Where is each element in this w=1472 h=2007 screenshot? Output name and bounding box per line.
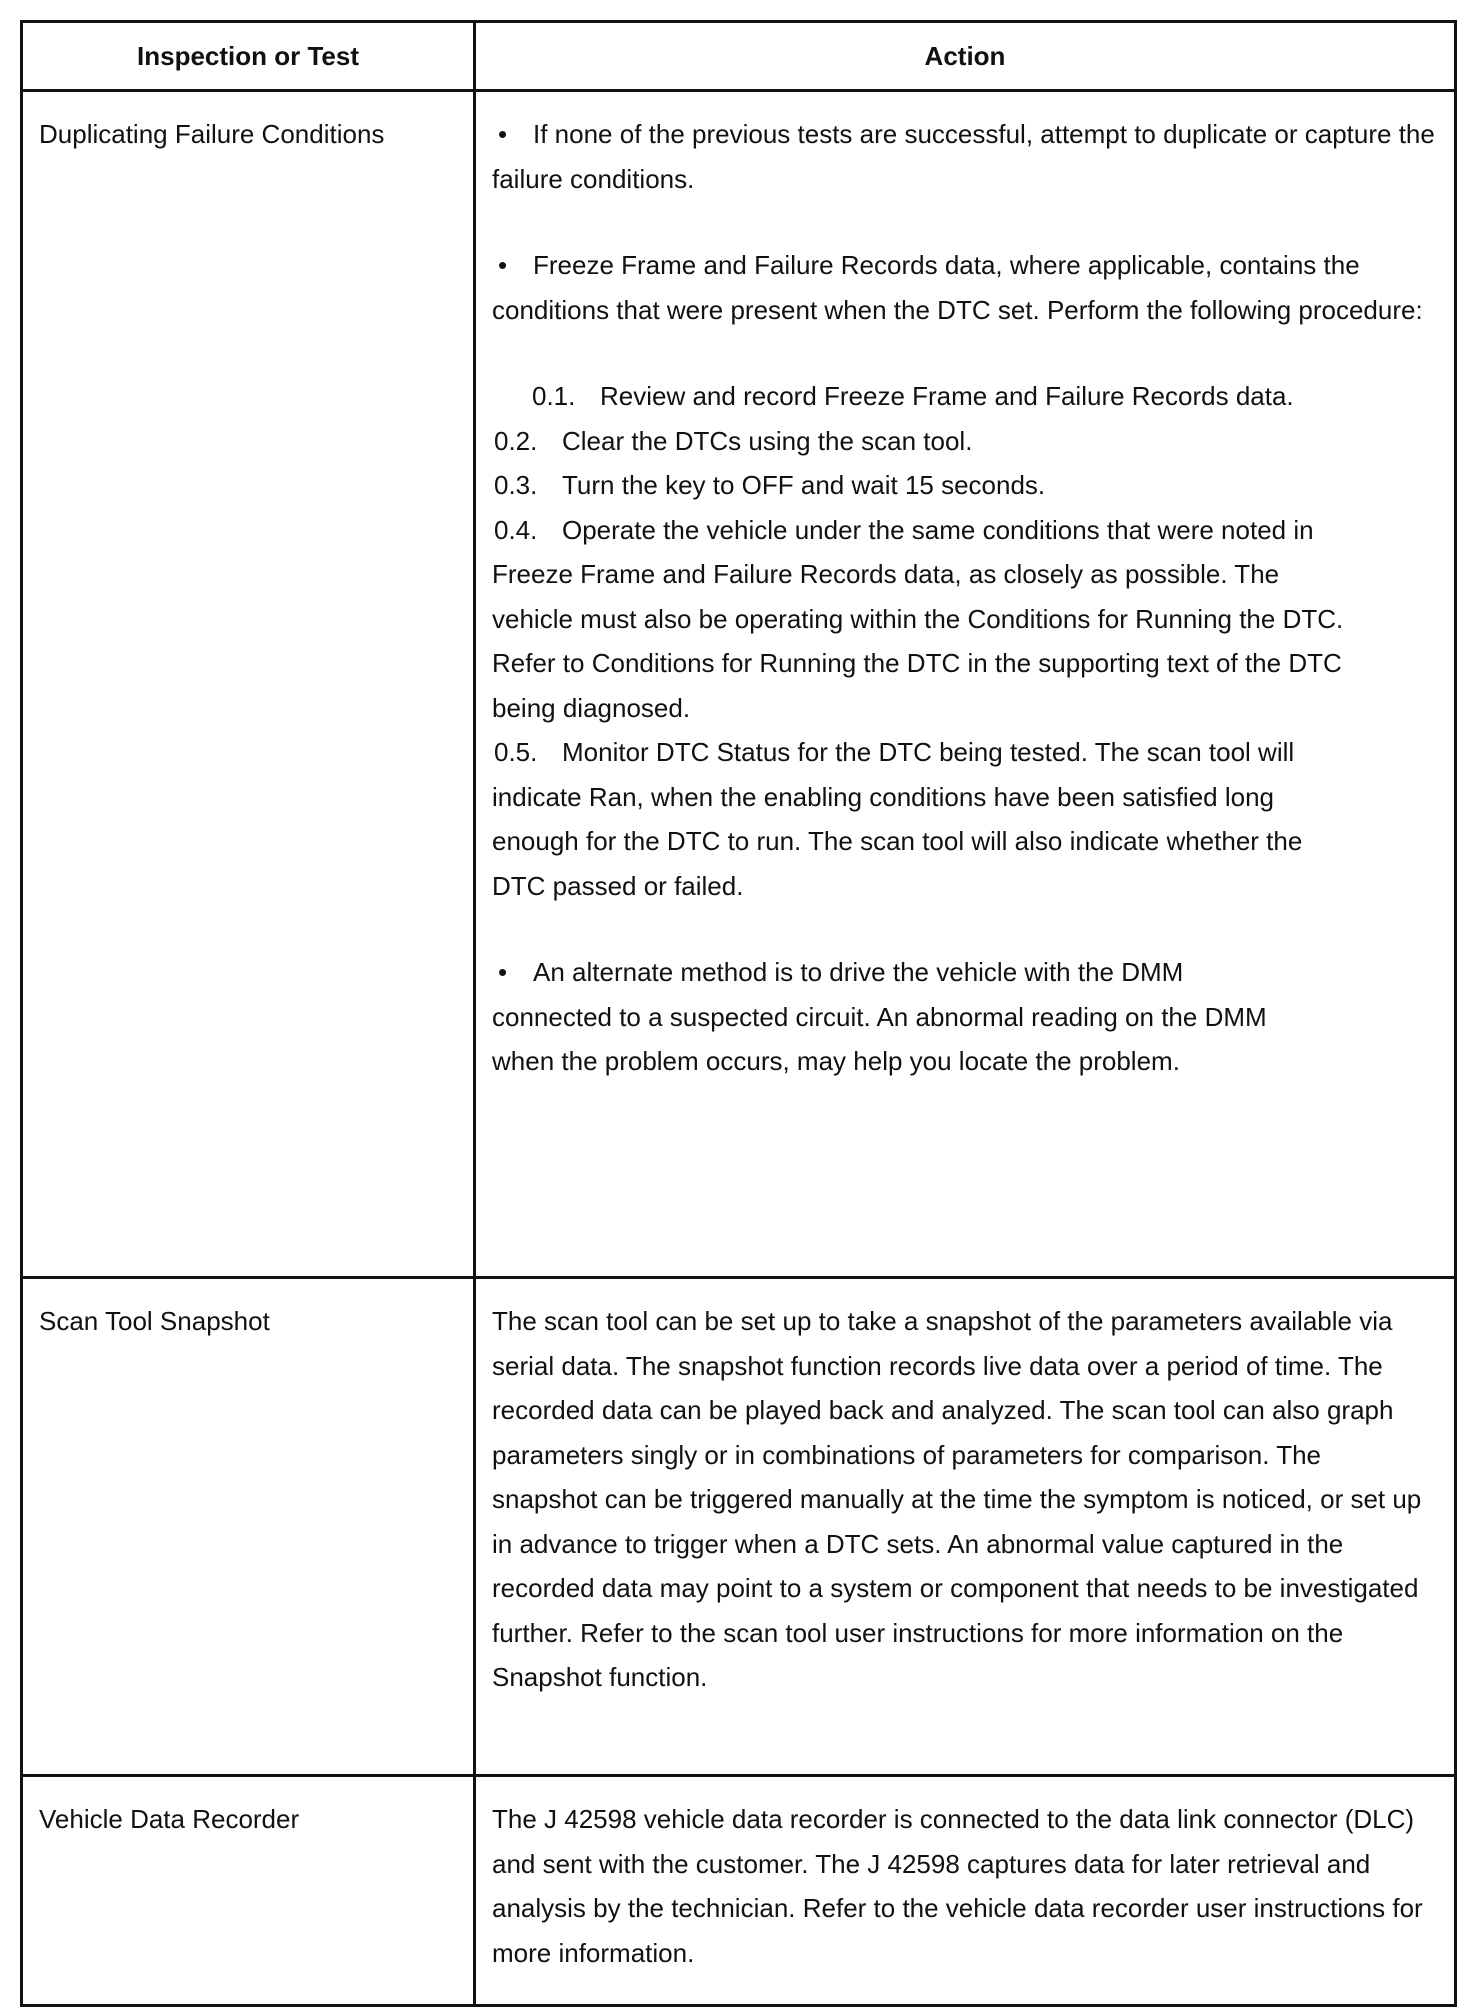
table-header-row (22, 22, 1456, 91)
procedure-step (492, 463, 1438, 508)
step-text: Monitor DTC Status for the DTC being tested. The scan tool will indicate Ran, when the enabling conditions have been satisfied long enough for the DTC to run. The scan tool will also indicate whether the DTC passed or failed. (492, 737, 1303, 901)
procedure-steps (492, 374, 1438, 908)
procedure-step (492, 419, 1438, 464)
table-row-duplicating-failure-conditions (22, 91, 1456, 1278)
step-text: Turn the key to OFF and wait 15 seconds. (562, 470, 1046, 500)
table-row-scan-tool-snapshot (22, 1278, 1456, 1776)
test-name-cell: Scan Tool Snapshot (22, 1278, 475, 1776)
action-cell: The J 42598 vehicle data recorder is connected to the data link connector (DLC) and sent with the customer. The J 42598 captures data for later retrieval and analysis by the technician. Refer to the vehicle data recorder user instructions for more information. (475, 1776, 1456, 2006)
step-number: 0.4. (494, 514, 538, 545)
inspection-table (20, 20, 1457, 2007)
action-cell (475, 91, 1456, 1278)
header-action: Action (475, 22, 1456, 91)
bullet-text: Freeze Frame and Failure Records data, where applicable, contains the conditions that were present when the DTC set. Perform the following procedure: (492, 250, 1423, 325)
procedure-step (492, 374, 1438, 419)
bullet-icon: • (498, 957, 508, 987)
table-row-vehicle-data-recorder (22, 1776, 1456, 2006)
bullet-icon: • (498, 250, 508, 280)
bullet-icon: • (498, 119, 508, 149)
bullet-text: An alternate method is to drive the vehicle with the DMM connected to a suspected circuit. An abnormal reading on the DMM when the problem occurs, may help you locate the problem. (492, 957, 1267, 1076)
action-bullet-paragraph (492, 950, 1438, 1084)
step-text: Review and record Freeze Frame and Failure Records data. (600, 381, 1294, 411)
step-number: 0.1. (532, 381, 576, 411)
step-number: 0.5. (494, 737, 538, 767)
action-bullet-paragraph (492, 112, 1438, 201)
bullet-text: If none of the previous tests are successful, attempt to duplicate or capture the failure conditions. (492, 119, 1435, 194)
test-name-cell: Vehicle Data Recorder (22, 1776, 475, 2006)
action-cell: The scan tool can be set up to take a snapshot of the parameters available via serial data. The snapshot function records live data over a period of time. The recorded data can be played back and analyzed. The scan tool can also graph parameters singly or in combinations of parameters for comparison. The snapshot can be triggered manually at the time the symptom is noticed, or set up in advance to trigger when a DTC sets. An abnormal value captured in the recorded data may point to a system or component that needs to be investigated further. Refer to the scan tool user instructions for more information on the Snapshot function. (475, 1278, 1456, 1776)
action-bullet-paragraph (492, 243, 1438, 332)
procedure-step (492, 508, 1438, 731)
procedure-step (492, 730, 1438, 908)
step-number: 0.2. (494, 425, 538, 456)
step-text: Clear the DTCs using the scan tool. (562, 425, 973, 456)
step-number: 0.3. (494, 470, 538, 500)
header-inspection-or-test: Inspection or Test (22, 22, 475, 91)
test-name-cell: Duplicating Failure Conditions (22, 91, 475, 1278)
step-text: Operate the vehicle under the same conditions that were noted in Freeze Frame and Failure Records data, as closely as possible. The vehicle must also be operating within the Conditions for Running the DTC. Refer to Conditions for Running the DTC in the supporting text of the DTC being diagnosed. (492, 514, 1344, 723)
